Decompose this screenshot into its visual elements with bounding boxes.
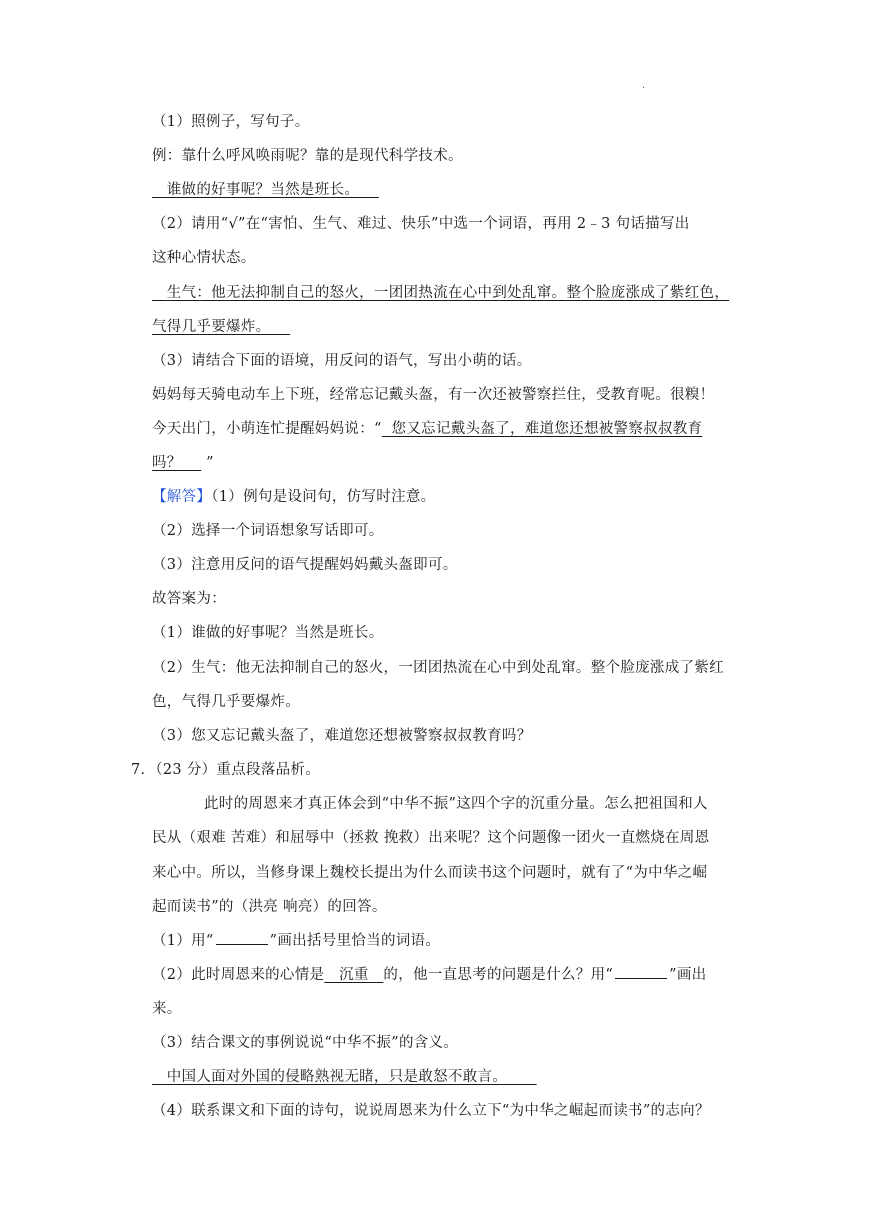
q6-part3-context: 妈妈每天骑电动车上下班，经常忘记戴头盔，有一次还被警察拦住，受教育呢。很糗！: [152, 387, 715, 403]
jieda-label: 【解答】: [152, 489, 212, 505]
q7-part3-answer-line: [152, 1068, 737, 1086]
q6-part3-lead-line: [152, 420, 737, 438]
jieda-line-1: [152, 488, 737, 506]
q7-part2-fill: 沉重: [339, 967, 369, 983]
jieda-1: （1）例句是设问句，仿写时注意。: [211, 489, 436, 505]
q6-part3-answer-a: 您又忘记戴头盔了，难道您还想被警察叔叔教育: [391, 421, 703, 437]
answer-1: （1）谁做的好事呢？当然是班长。: [152, 625, 384, 641]
q7-part1-line: [152, 932, 737, 950]
q7-part1-text-a: （1）用“: [152, 933, 214, 949]
q7-passage-3: 来心中。所以，当修身课上魏校长提出为什么而读书这个问题时，就有了“为中华之崛: [152, 865, 708, 881]
answer-2b: 色，气得几乎要爆炸。: [152, 694, 300, 710]
q7-part4-prompt: （4）联系课文和下面的诗句，说说周恩来为什么立下“为中华之崛起而读书”的志向？: [152, 1103, 710, 1119]
q7-part2-text-c: ”画出: [669, 967, 707, 983]
q7-part2-text-a: （2）此时周恩来的心情是: [152, 967, 325, 983]
jieda-2: （2）选择一个词语想象写话即可。: [152, 523, 384, 539]
q7-part1-text-b: ”画出括号里恰当的词语。: [269, 933, 441, 949]
underline-sample-2: [615, 966, 667, 979]
answer-intro: 故答案为：: [152, 591, 226, 607]
q6-part1-prompt: （1）照例子，写句子。: [152, 114, 310, 130]
q6-part2-answer-b: 气得几乎要爆炸。: [152, 319, 271, 335]
q6-part3-prompt: （3）请结合下面的语境，用反问的语气，写出小萌的话。: [152, 353, 532, 369]
underline-sample: [216, 932, 268, 945]
q6-part2-prompt-a: （2）请用“√”在“害怕、生气、难过、快乐”中选一个词语，再用 2﹣3 句话描写出: [152, 216, 690, 232]
q7-part3-prompt: （3）结合课文的事例说说“中华不振”的含义。: [152, 1035, 459, 1051]
q6-part2-answer-a: 生气：他无法抑制自己的怒火，一团团热流在心中到处乱窜。整个脸庞涨成了紫红色，: [166, 285, 730, 301]
q7-passage-2: 民从（艰难 苦难）和屈辱中（拯救 挽救）出来呢？这个问题像一团火一直燃烧在周恩: [152, 830, 710, 846]
q6-part3-close: ”: [206, 455, 214, 471]
q6-part2-answer-a-line: [152, 284, 737, 302]
q6-part1-answer: 谁做的好事呢？当然是班长。: [166, 182, 360, 198]
q7-part2-text-b: 的，他一直思考的问题是什么？用“: [383, 967, 614, 983]
q7-passage-1: 此时的周恩来才真正体会到“中华不振”这四个字的沉重分量。怎么把祖国和人: [204, 796, 708, 812]
answer-3: （3）您又忘记戴头盔了，难道您还想被警察叔叔教育吗？: [152, 728, 532, 744]
q7-part2-line: [152, 966, 737, 984]
q6-part3-lead: 今天出门，小萌连忙提醒妈妈说：“: [152, 421, 382, 437]
q6-part3-answer-b-line: [152, 454, 737, 472]
page-mark: .: [642, 80, 646, 91]
q6-part3-answer-b: 吗？: [152, 455, 182, 471]
q7-part2-text-d: 来。: [152, 1001, 182, 1017]
q6-part1-answer-line: [152, 181, 737, 199]
q7-passage-4: 起而读书”的（洪亮 响亮）的回答。: [152, 899, 387, 915]
q6-part2-answer-b-line: [152, 318, 737, 336]
answer-2a: （2）生气：他无法抑制自己的怒火，一团团热流在心中到处乱窜。整个脸庞涨成了紫红: [152, 660, 724, 676]
q7-header: 7．（23 分）重点段落品析。: [131, 762, 321, 778]
q6-part1-example: 例：靠什么呼风唤雨呢？靠的是现代科学技术。: [152, 148, 463, 164]
q6-part2-prompt-b: 这种心情状态。: [152, 250, 256, 266]
jieda-3: （3）注意用反问的语气提醒妈妈戴头盔即可。: [152, 557, 458, 573]
q7-part3-answer: 中国人面对外国的侵略熟视无睹，只是敢怒不敢言。: [166, 1069, 508, 1085]
